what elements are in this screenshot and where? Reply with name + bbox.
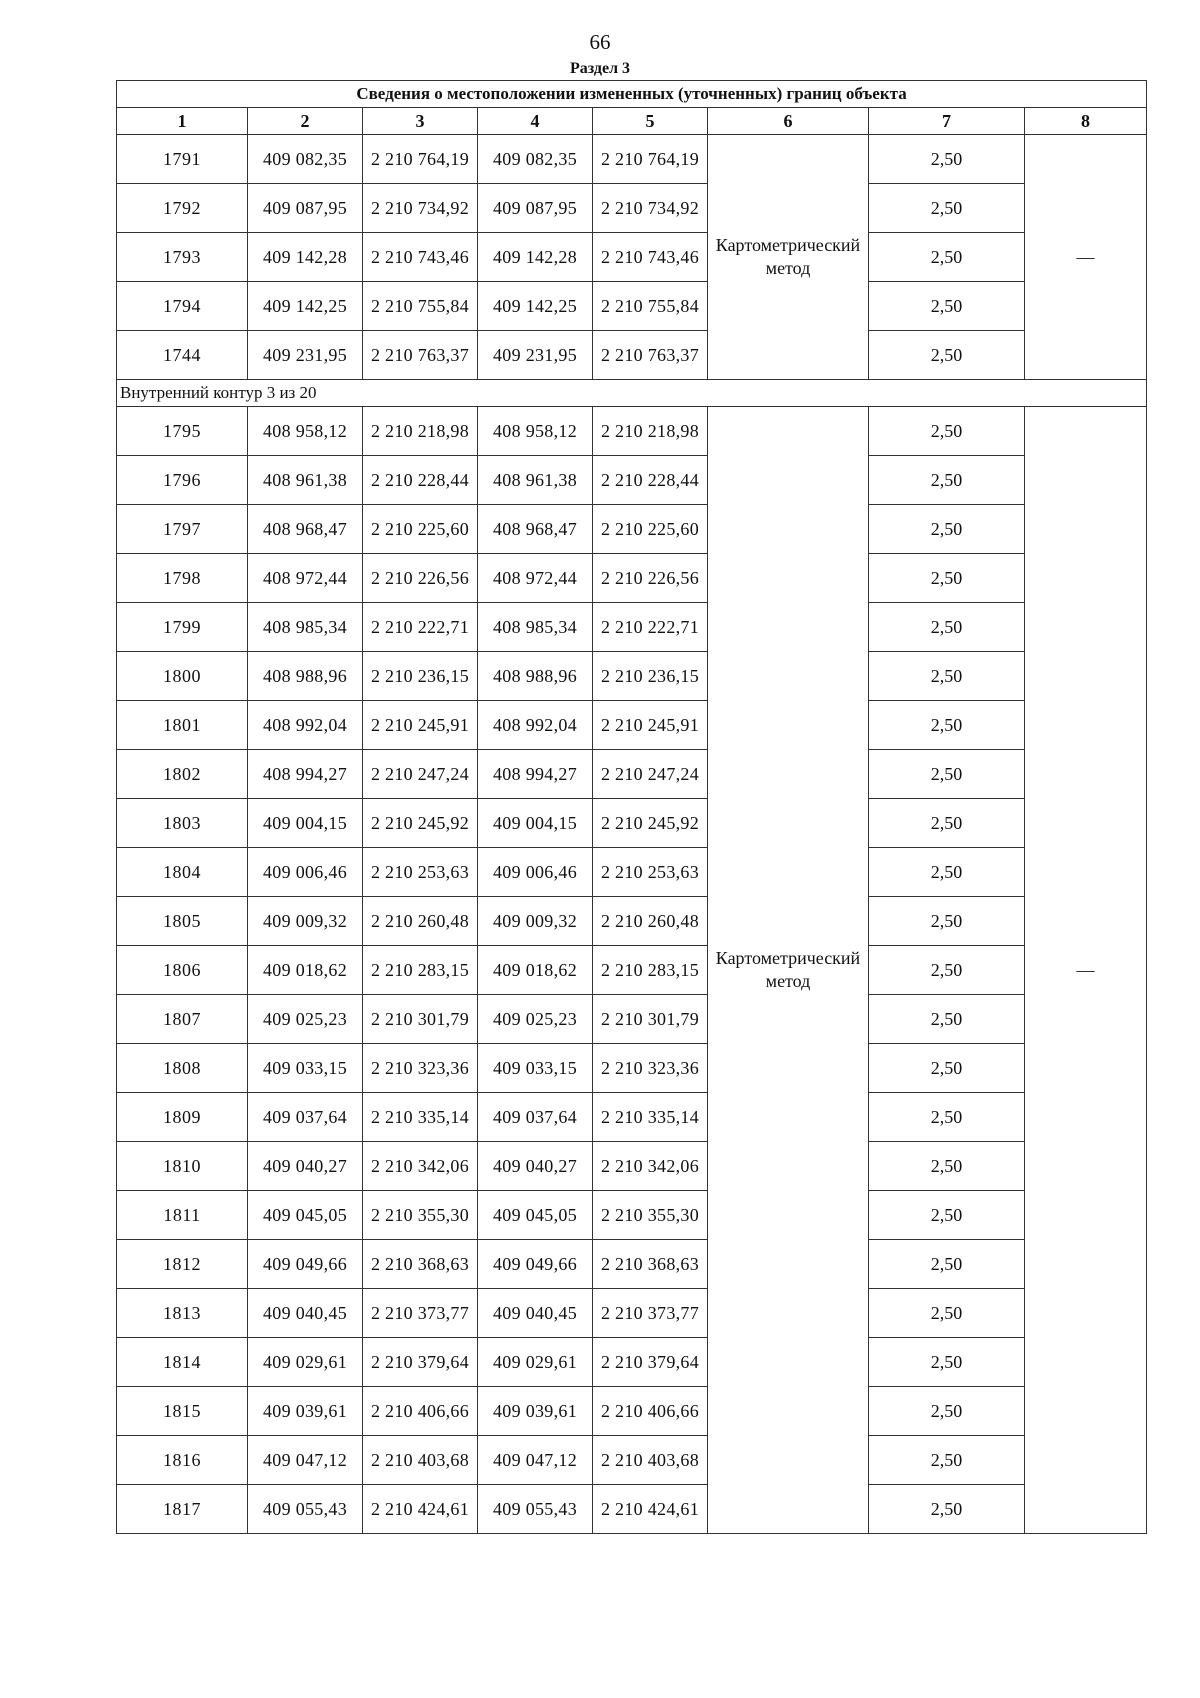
method-cell [708,135,869,380]
table-row [117,995,1147,1044]
x-old-cell: 409 049,66 [248,1240,363,1289]
y-old-cell: 2 210 764,19 [363,135,478,184]
table-row [117,456,1147,505]
table-row [117,505,1147,554]
table-row [117,1093,1147,1142]
table-row [117,1485,1147,1534]
table-row [117,1289,1147,1338]
column-header: 8 [1025,108,1147,135]
x-old-cell: 408 968,47 [248,505,363,554]
y-new-cell: 2 210 734,92 [593,184,708,233]
table-row [117,1191,1147,1240]
precision-cell: 2,50 [869,652,1025,701]
table-row [117,554,1147,603]
precision-cell: 2,50 [869,1338,1025,1387]
y-old-cell: 2 210 245,91 [363,701,478,750]
precision-cell: 2,50 [869,1142,1025,1191]
table-row [117,1044,1147,1093]
x-new-cell: 409 029,61 [478,1338,593,1387]
x-new-cell: 408 994,27 [478,750,593,799]
point-number-cell: 1813 [117,1289,248,1338]
page-number: 66 [589,30,611,54]
x-new-cell: 409 047,12 [478,1436,593,1485]
x-old-cell: 409 033,15 [248,1044,363,1093]
precision-cell: 2,50 [869,799,1025,848]
point-number-cell: 1794 [117,282,248,331]
precision-cell: 2,50 [869,848,1025,897]
y-new-cell: 2 210 755,84 [593,282,708,331]
precision-cell: 2,50 [869,233,1025,282]
precision-cell: 2,50 [869,1240,1025,1289]
table-row [117,603,1147,652]
point-number-cell: 1804 [117,848,248,897]
x-old-cell: 409 047,12 [248,1436,363,1485]
point-number-cell: 1807 [117,995,248,1044]
x-old-cell: 409 082,35 [248,135,363,184]
x-old-cell: 409 142,25 [248,282,363,331]
method-text: Картометрический метод [715,235,861,278]
column-header: 6 [708,108,869,135]
table-row [117,750,1147,799]
point-number-cell: 1802 [117,750,248,799]
point-number-cell: 1817 [117,1485,248,1534]
point-number-cell: 1791 [117,135,248,184]
table-row [117,1142,1147,1191]
x-old-cell: 409 142,28 [248,233,363,282]
y-new-cell: 2 210 763,37 [593,331,708,380]
y-new-cell: 2 210 379,64 [593,1338,708,1387]
precision-cell: 2,50 [869,1044,1025,1093]
y-old-cell: 2 210 763,37 [363,331,478,380]
x-new-cell: 409 033,15 [478,1044,593,1093]
y-old-cell: 2 210 236,15 [363,652,478,701]
precision-cell: 2,50 [869,1191,1025,1240]
precision-cell: 2,50 [869,407,1025,456]
point-number-cell: 1797 [117,505,248,554]
x-new-cell: 409 045,05 [478,1191,593,1240]
point-number-cell: 1808 [117,1044,248,1093]
x-new-cell: 408 961,38 [478,456,593,505]
table-title-row [117,81,1147,108]
point-number-cell: 1815 [117,1387,248,1436]
x-old-cell: 409 087,95 [248,184,363,233]
precision-cell: 2,50 [869,1289,1025,1338]
precision-cell: 2,50 [869,456,1025,505]
note-cell: — [1025,407,1147,1534]
y-old-cell: 2 210 403,68 [363,1436,478,1485]
precision-cell: 2,50 [869,184,1025,233]
y-old-cell: 2 210 228,44 [363,456,478,505]
y-old-cell: 2 210 424,61 [363,1485,478,1534]
x-new-cell: 409 040,45 [478,1289,593,1338]
x-old-cell: 409 018,62 [248,946,363,995]
boundary-table [116,80,1147,1534]
y-new-cell: 2 210 245,91 [593,701,708,750]
precision-cell: 2,50 [869,946,1025,995]
column-header: 5 [593,108,708,135]
method-text: Картометрический метод [715,948,861,991]
x-new-cell: 409 037,64 [478,1093,593,1142]
table-row [117,848,1147,897]
point-number-cell: 1811 [117,1191,248,1240]
y-old-cell: 2 210 222,71 [363,603,478,652]
x-new-cell: 409 006,46 [478,848,593,897]
table-row [117,897,1147,946]
x-old-cell: 409 040,45 [248,1289,363,1338]
point-number-cell: 1795 [117,407,248,456]
table-row [117,1338,1147,1387]
y-new-cell: 2 210 342,06 [593,1142,708,1191]
x-new-cell: 409 040,27 [478,1142,593,1191]
precision-cell: 2,50 [869,554,1025,603]
point-number-cell: 1806 [117,946,248,995]
y-new-cell: 2 210 323,36 [593,1044,708,1093]
precision-cell: 2,50 [869,897,1025,946]
y-old-cell: 2 210 342,06 [363,1142,478,1191]
table-row [117,1387,1147,1436]
precision-cell: 2,50 [869,750,1025,799]
y-old-cell: 2 210 335,14 [363,1093,478,1142]
x-new-cell: 408 992,04 [478,701,593,750]
y-new-cell: 2 210 226,56 [593,554,708,603]
y-old-cell: 2 210 379,64 [363,1338,478,1387]
section-title: Раздел 3 [569,60,631,77]
point-number-cell: 1816 [117,1436,248,1485]
precision-cell: 2,50 [869,331,1025,380]
table-row [117,946,1147,995]
contour-row [117,380,1147,407]
x-old-cell: 408 994,27 [248,750,363,799]
y-old-cell: 2 210 368,63 [363,1240,478,1289]
table-row [117,799,1147,848]
x-new-cell: 409 142,25 [478,282,593,331]
y-new-cell: 2 210 764,19 [593,135,708,184]
y-new-cell: 2 210 406,66 [593,1387,708,1436]
x-new-cell: 408 988,96 [478,652,593,701]
point-number-cell: 1814 [117,1338,248,1387]
table-row [117,1436,1147,1485]
precision-cell: 2,50 [869,135,1025,184]
x-new-cell: 409 018,62 [478,946,593,995]
precision-cell: 2,50 [869,1436,1025,1485]
point-number-cell: 1801 [117,701,248,750]
y-new-cell: 2 210 335,14 [593,1093,708,1142]
y-new-cell: 2 210 373,77 [593,1289,708,1338]
column-header: 3 [363,108,478,135]
y-old-cell: 2 210 323,36 [363,1044,478,1093]
point-number-cell: 1793 [117,233,248,282]
column-header: 7 [869,108,1025,135]
point-number-cell: 1796 [117,456,248,505]
x-old-cell: 409 009,32 [248,897,363,946]
table-row [117,701,1147,750]
x-old-cell: 408 961,38 [248,456,363,505]
y-new-cell: 2 210 355,30 [593,1191,708,1240]
x-new-cell: 409 004,15 [478,799,593,848]
x-old-cell: 409 045,05 [248,1191,363,1240]
point-number-cell: 1805 [117,897,248,946]
y-old-cell: 2 210 283,15 [363,946,478,995]
y-old-cell: 2 210 225,60 [363,505,478,554]
column-header: 1 [117,108,248,135]
y-new-cell: 2 210 222,71 [593,603,708,652]
x-old-cell: 409 004,15 [248,799,363,848]
x-new-cell: 409 009,32 [478,897,593,946]
x-old-cell: 409 039,61 [248,1387,363,1436]
point-number-cell: 1799 [117,603,248,652]
y-new-cell: 2 210 225,60 [593,505,708,554]
x-old-cell: 409 055,43 [248,1485,363,1534]
table-row [117,652,1147,701]
table-row [117,135,1147,184]
x-old-cell: 408 992,04 [248,701,363,750]
y-new-cell: 2 210 247,24 [593,750,708,799]
precision-cell: 2,50 [869,701,1025,750]
x-old-cell: 408 988,96 [248,652,363,701]
y-old-cell: 2 210 406,66 [363,1387,478,1436]
x-new-cell: 408 985,34 [478,603,593,652]
x-old-cell: 409 040,27 [248,1142,363,1191]
point-number-cell: 1744 [117,331,248,380]
point-number-cell: 1798 [117,554,248,603]
x-new-cell: 409 049,66 [478,1240,593,1289]
x-new-cell: 409 055,43 [478,1485,593,1534]
y-new-cell: 2 210 424,61 [593,1485,708,1534]
column-header: 2 [248,108,363,135]
x-old-cell: 408 958,12 [248,407,363,456]
y-new-cell: 2 210 218,98 [593,407,708,456]
y-old-cell: 2 210 373,77 [363,1289,478,1338]
y-old-cell: 2 210 355,30 [363,1191,478,1240]
y-old-cell: 2 210 218,98 [363,407,478,456]
precision-cell: 2,50 [869,995,1025,1044]
x-old-cell: 409 029,61 [248,1338,363,1387]
point-number-cell: 1803 [117,799,248,848]
y-old-cell: 2 210 253,63 [363,848,478,897]
table-row [117,331,1147,380]
column-header: 4 [478,108,593,135]
y-old-cell: 2 210 734,92 [363,184,478,233]
point-number-cell: 1800 [117,652,248,701]
x-old-cell: 409 006,46 [248,848,363,897]
table-body [117,81,1147,1534]
precision-cell: 2,50 [869,1093,1025,1142]
y-old-cell: 2 210 743,46 [363,233,478,282]
x-old-cell: 409 025,23 [248,995,363,1044]
y-new-cell: 2 210 236,15 [593,652,708,701]
y-new-cell: 2 210 260,48 [593,897,708,946]
note-cell: — [1025,135,1147,380]
method-cell [708,407,869,1534]
x-new-cell: 409 087,95 [478,184,593,233]
x-new-cell: 409 082,35 [478,135,593,184]
table-row [117,407,1147,456]
table-row [117,184,1147,233]
x-new-cell: 408 972,44 [478,554,593,603]
y-old-cell: 2 210 755,84 [363,282,478,331]
table-row [117,282,1147,331]
y-new-cell: 2 210 245,92 [593,799,708,848]
x-new-cell: 408 958,12 [478,407,593,456]
precision-cell: 2,50 [869,282,1025,331]
y-new-cell: 2 210 403,68 [593,1436,708,1485]
x-new-cell: 409 039,61 [478,1387,593,1436]
point-number-cell: 1792 [117,184,248,233]
point-number-cell: 1812 [117,1240,248,1289]
x-old-cell: 409 037,64 [248,1093,363,1142]
y-new-cell: 2 210 743,46 [593,233,708,282]
x-old-cell: 408 985,34 [248,603,363,652]
precision-cell: 2,50 [869,1387,1025,1436]
column-header-row [117,108,1147,135]
x-new-cell: 409 025,23 [478,995,593,1044]
x-new-cell: 409 142,28 [478,233,593,282]
table-row [117,233,1147,282]
precision-cell: 2,50 [869,1485,1025,1534]
precision-cell: 2,50 [869,603,1025,652]
x-new-cell: 409 231,95 [478,331,593,380]
y-new-cell: 2 210 228,44 [593,456,708,505]
y-new-cell: 2 210 283,15 [593,946,708,995]
y-new-cell: 2 210 253,63 [593,848,708,897]
precision-cell: 2,50 [869,505,1025,554]
y-old-cell: 2 210 260,48 [363,897,478,946]
y-old-cell: 2 210 245,92 [363,799,478,848]
point-number-cell: 1810 [117,1142,248,1191]
contour-label: Внутренний контур 3 из 20 [117,380,1147,407]
y-old-cell: 2 210 247,24 [363,750,478,799]
y-old-cell: 2 210 226,56 [363,554,478,603]
y-old-cell: 2 210 301,79 [363,995,478,1044]
table-row [117,1240,1147,1289]
x-new-cell: 408 968,47 [478,505,593,554]
table-title: Сведения о местоположении измененных (уточненных) границ объекта [117,81,1147,108]
y-new-cell: 2 210 368,63 [593,1240,708,1289]
point-number-cell: 1809 [117,1093,248,1142]
x-old-cell: 409 231,95 [248,331,363,380]
x-old-cell: 408 972,44 [248,554,363,603]
y-new-cell: 2 210 301,79 [593,995,708,1044]
